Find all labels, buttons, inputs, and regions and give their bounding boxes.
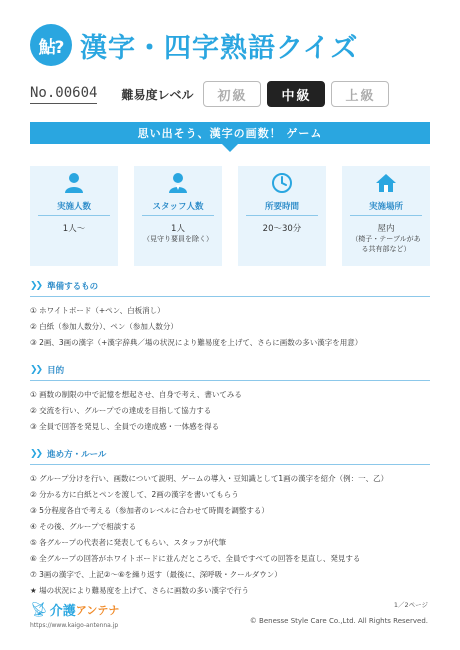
meta-row bbox=[30, 80, 430, 108]
antenna-icon: 📡︎ bbox=[30, 601, 48, 618]
section-purpose bbox=[30, 362, 430, 435]
card-label: スタッフ人数 bbox=[142, 200, 214, 216]
list-item: ② 白紙（参加人数分）、ペン（参加人数分） bbox=[30, 322, 178, 331]
list-item: ④ その後、グループで相談する bbox=[30, 522, 137, 531]
card-note: （見守り要員を除く） bbox=[143, 235, 213, 244]
staff-icon bbox=[165, 170, 191, 196]
page-title: 漢字・四字熟語クイズ bbox=[80, 32, 359, 64]
difficulty-label: 難易度レベル bbox=[121, 87, 194, 102]
card-note: （椅子・テーブルがある共有部など） bbox=[351, 235, 421, 253]
list-item: ③ 5分程度各自で考える（参加者のレベルに合わせて時間を調整する） bbox=[30, 506, 269, 515]
banner-arrow bbox=[222, 144, 238, 152]
card-label: 実施場所 bbox=[350, 200, 422, 216]
section-title: 進め方・ルール bbox=[47, 450, 107, 460]
list-item: ⑥ 全グループの回答がホワイトボードに並んだところで、全員ですべての回答を見直し、発見する bbox=[30, 554, 361, 563]
card-staff bbox=[134, 166, 222, 266]
game-title-banner: 思い出そう、漢字の画数！ ゲーム bbox=[30, 122, 430, 144]
list-item: ★ 場の状況により難易度を上げて、さらに画数の多い漢字で行う bbox=[30, 586, 249, 595]
quiz-logo-icon: 鮎? bbox=[30, 24, 72, 66]
list-item: ⑤ 各グループの代表者に発表してもらい、スタッフが代筆 bbox=[30, 538, 227, 547]
divider bbox=[30, 296, 430, 297]
card-label: 実施人数 bbox=[38, 200, 110, 216]
list-item: ⑦ 3画の漢字で、上記②～⑥を繰り返す（最後に、深呼吸・クールダウン） bbox=[30, 570, 282, 579]
page-number: 1／2ページ bbox=[393, 601, 428, 609]
section-title: 準備するもの bbox=[47, 282, 99, 292]
list-item: ① ホワイトボード（+ペン、白板消し） bbox=[30, 306, 165, 315]
divider bbox=[30, 464, 430, 465]
divider bbox=[30, 380, 430, 381]
list-item: ② 交流を行い、グループでの達成を目指して協力する bbox=[30, 406, 212, 415]
level-beginner: 初級 bbox=[203, 81, 261, 107]
chevron-right-icon: ❯❯ bbox=[30, 365, 42, 375]
person-icon bbox=[61, 170, 87, 196]
section-rules bbox=[30, 446, 430, 599]
copyright: © Benesse Style Care Co.,Ltd. All Rights Reserved. bbox=[249, 617, 428, 625]
chevron-right-icon: ❯❯ bbox=[30, 281, 42, 291]
card-value: 屋内 bbox=[377, 224, 395, 234]
clock-icon bbox=[269, 170, 295, 196]
card-value: 1人 bbox=[171, 224, 185, 234]
list-item: ① グループ分けを行い、画数について説明、ゲームの導入・豆知識として1画の漢字を紹介（例：一、乙） bbox=[30, 474, 389, 483]
card-location bbox=[342, 166, 430, 266]
quiz-number: No.00604 bbox=[30, 85, 97, 104]
level-intermediate: 中級 bbox=[267, 81, 325, 107]
list-item: ① 画数の制限の中で記憶を想起させ、自身で考え、書いてみる bbox=[30, 390, 242, 399]
info-cards bbox=[30, 166, 430, 266]
site-url: https://www.kaigo-antenna.jp bbox=[30, 622, 119, 629]
brand-logo bbox=[30, 600, 119, 619]
card-label: 所要時間 bbox=[246, 200, 318, 216]
section-title: 目的 bbox=[47, 366, 65, 376]
card-duration bbox=[238, 166, 326, 266]
list-item: ③ 全員で回答を発見し、全員での達成感・一体感を得る bbox=[30, 422, 220, 431]
list-item: ③ 2画、3画の漢字（+漢字辞典／場の状況により難易度を上げて、さらに画数の多い漢字を用意） bbox=[30, 338, 363, 347]
brand-name-a: 介護 bbox=[49, 604, 76, 619]
level-advanced: 上級 bbox=[331, 81, 389, 107]
brand-name-b: アンテナ bbox=[75, 603, 120, 617]
list-item: ② 分かる方に白紙とペンを渡して、2画の漢字を書いてもらう bbox=[30, 490, 239, 499]
card-value: 20～30分 bbox=[262, 224, 302, 234]
header bbox=[30, 22, 358, 68]
house-icon bbox=[373, 170, 399, 196]
card-participants bbox=[30, 166, 118, 266]
section-preparation bbox=[30, 278, 430, 351]
chevron-right-icon: ❯❯ bbox=[30, 449, 42, 459]
difficulty-levels bbox=[203, 81, 389, 107]
card-value: 1人～ bbox=[62, 224, 86, 234]
